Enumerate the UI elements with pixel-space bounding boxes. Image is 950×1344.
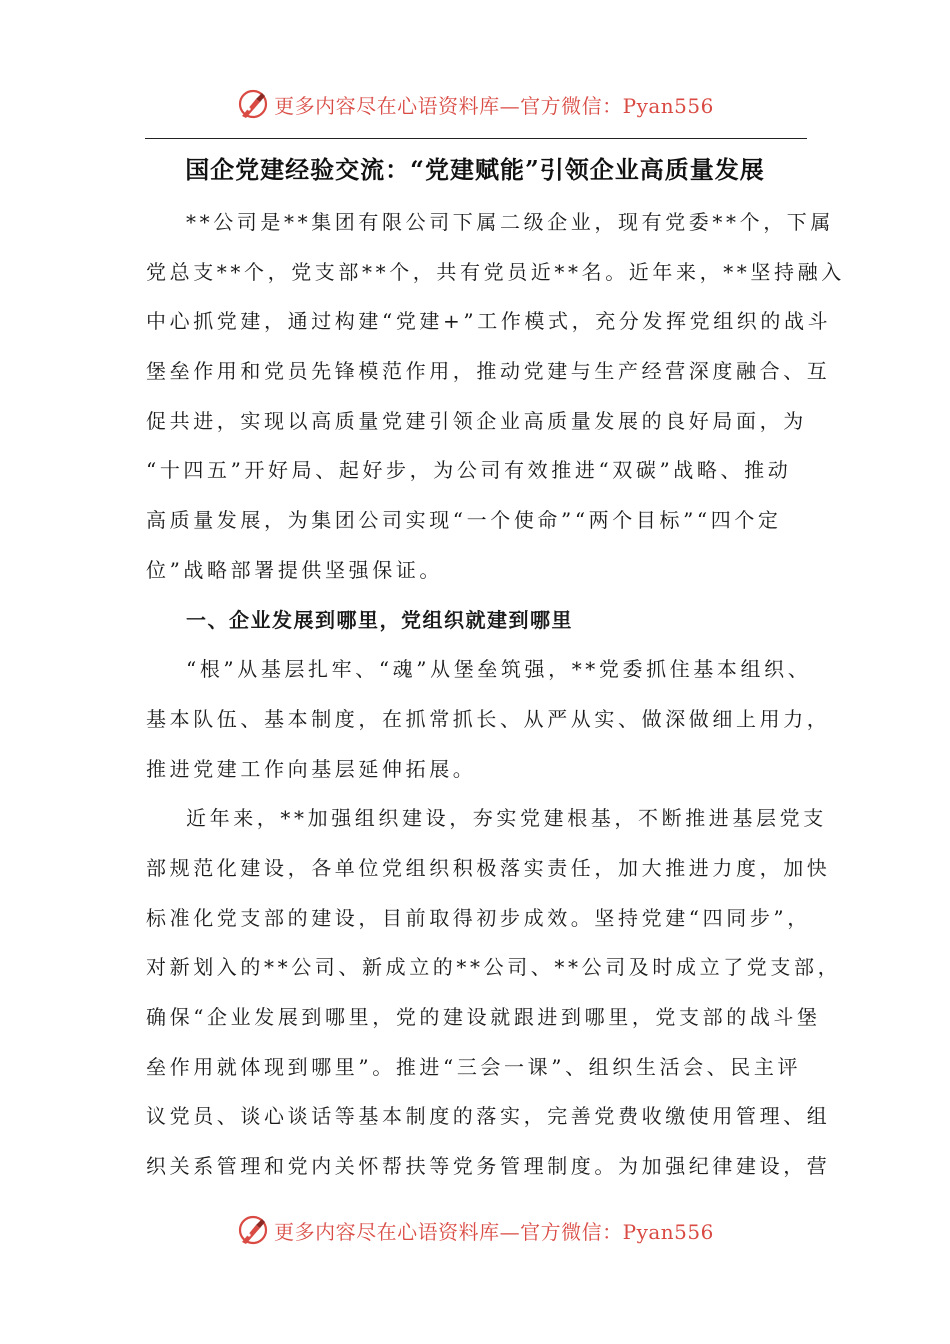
paragraph-line: 促共进，实现以高质量党建引领企业高质量发展的良好局面，为 <box>146 408 807 433</box>
paragraph-line: 标准化党支部的建设，目前取得初步成效。坚持党建“四同步”， <box>146 905 811 930</box>
paragraph-line: 基本队伍、基本制度，在抓常抓长、从严从实、做深做细上用力， <box>146 706 831 731</box>
paragraph-line: 推进党建工作向基层延伸拓展。 <box>146 756 477 781</box>
paragraph-line: 高质量发展，为集团公司实现“一个使命”“两个目标”“四个定 <box>146 508 782 533</box>
document-body <box>146 198 845 1192</box>
paragraph-line: 织关系管理和党内关怀帮扶等党务管理制度。为加强纪律建设，营 <box>146 1154 831 1179</box>
paragraph-line: 部规范化建设，各单位党组织积极落实责任，加大推进力度，加快 <box>146 855 831 880</box>
pen-nib-logo-icon <box>236 1213 270 1247</box>
header-rule <box>145 138 807 139</box>
paragraph-line: “根”从基层扎牢、“魂”从堡垒筑强，**党委抓住基本组织、 <box>186 657 812 682</box>
paragraph-line: 对新划入的**公司、新成立的**公司、**公司及时成立了党支部， <box>146 955 842 980</box>
paragraph-line: 中心抓党建，通过构建“党建+”工作模式，充分发挥党组织的战斗 <box>146 309 832 334</box>
paragraph-line: 议党员、谈心谈话等基本制度的落实，完善党费收缴使用管理、组 <box>146 1104 831 1129</box>
watermark-text: 更多内容尽在心语资料库—官方微信：Pyan556 <box>274 93 714 118</box>
paragraph-line: 堡垒作用和党员先锋模范作用，推动党建与生产经营深度融合、互 <box>146 359 831 384</box>
paragraph-line: 党总支**个，党支部**个，共有党员近**名。近年来，**坚持融入 <box>146 259 845 284</box>
paragraph-line: 近年来，**加强组织建设，夯实党建根基，不断推进基层党支 <box>186 806 827 831</box>
paragraph-line: “十四五”开好局、起好步，为公司有效推进“双碳”战略、推动 <box>146 458 792 483</box>
paragraph-line: 垒作用就体现到哪里”。推进“三会一课”、组织生活会、民主评 <box>146 1054 802 1079</box>
watermark-text: 更多内容尽在心语资料库—官方微信：Pyan556 <box>274 1219 714 1244</box>
document-title: 国企党建经验交流：“党建赋能”引领企业高质量发展 <box>185 155 765 184</box>
paragraph-line: 位”战略部署提供坚强保证。 <box>146 557 444 582</box>
paragraph-line: **公司是**集团有限公司下属二级企业，现有党委**个，下属 <box>186 210 834 234</box>
watermark-banner-top <box>0 84 950 124</box>
watermark-banner-bottom <box>0 1210 950 1250</box>
paragraph-line: 确保“企业发展到哪里，党的建设就跟进到哪里，党支部的战斗堡 <box>146 1005 821 1029</box>
pen-nib-logo-icon <box>236 87 270 121</box>
section-heading: 一、企业发展到哪里，党组织就建到哪里 <box>186 607 573 632</box>
